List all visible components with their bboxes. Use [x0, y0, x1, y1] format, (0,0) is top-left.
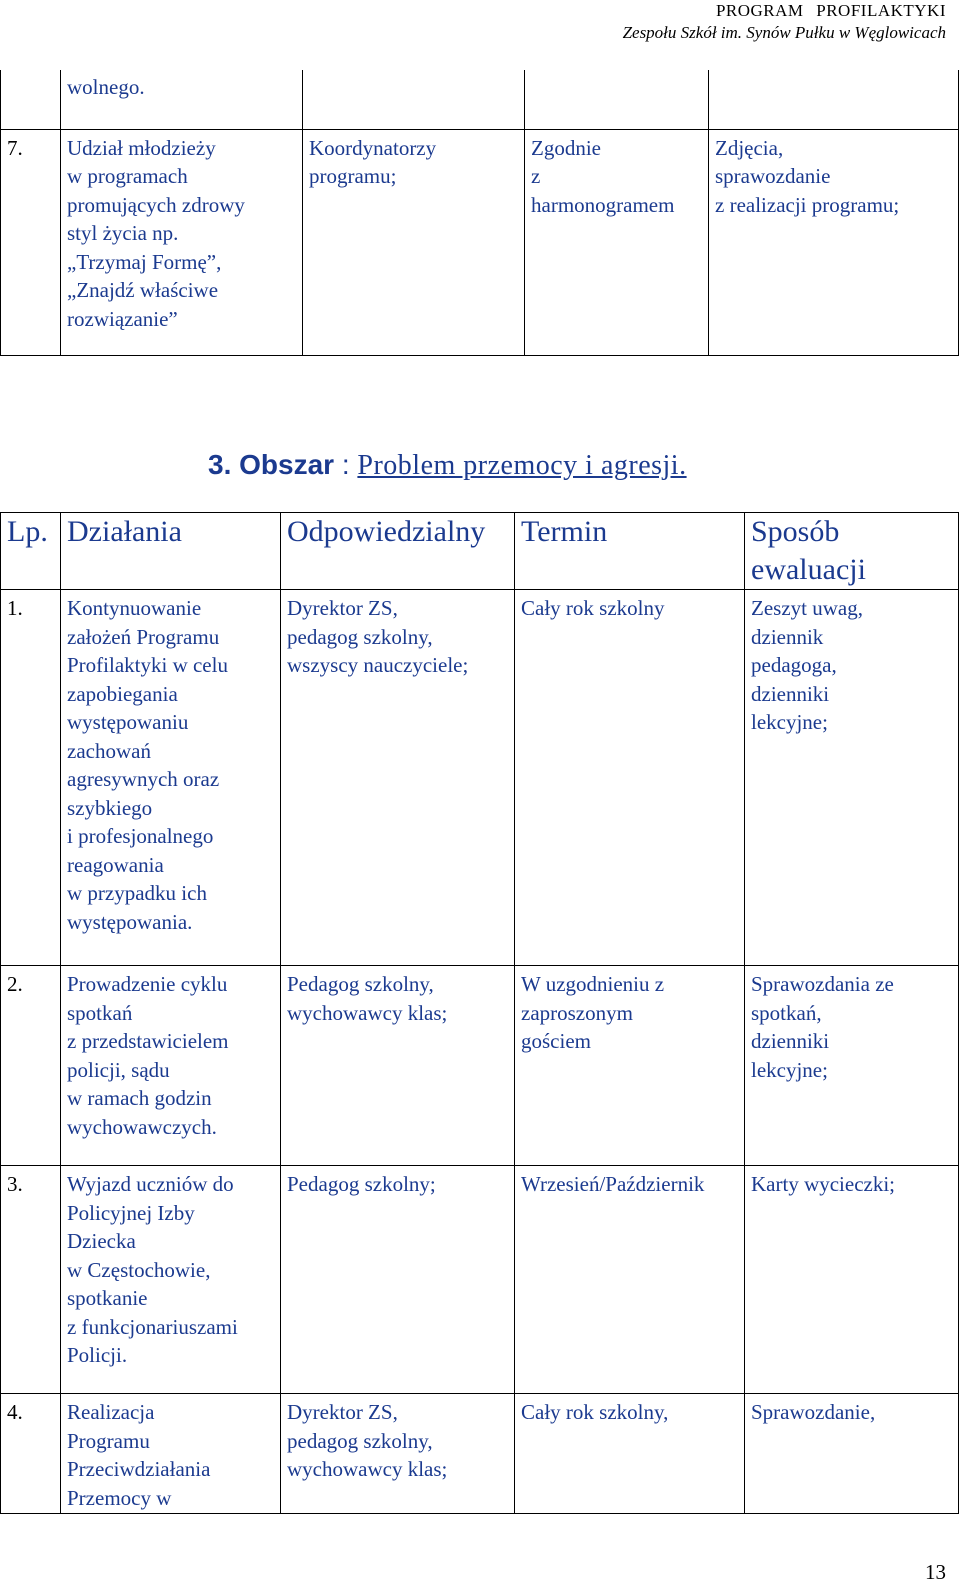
row-activity: Wyjazd uczniów do Policyjnej Izby Dziecka w Częstochowie, spotkanie z funkcjonariuszami Policji.	[61, 1166, 281, 1394]
table-row	[1, 129, 959, 355]
row-lp: 1.	[1, 590, 61, 966]
row-responsible: Dyrektor ZS, pedagog szkolny, wszyscy nauczyciele;	[281, 590, 515, 966]
row-evaluation: Zeszyt uwag, dziennik pedagoga, dzienniki lekcyjne;	[745, 590, 959, 966]
row-term: Zgodnie z harmonogramem	[525, 129, 709, 355]
row-term: W uzgodnieniu z zaproszonym gościem	[515, 966, 745, 1166]
table-header-row	[1, 513, 959, 590]
table-row	[1, 70, 959, 129]
table-row	[1, 590, 959, 966]
row-term: Cały rok szkolny	[515, 590, 745, 966]
row-responsible: Koordynatorzy programu;	[303, 129, 525, 355]
header-term: Termin	[515, 513, 745, 590]
row-responsible: Pedagog szkolny;	[281, 1166, 515, 1394]
section-heading	[208, 448, 687, 483]
row-lp: 2.	[1, 966, 61, 1166]
header-responsible: Odpowiedzialny	[281, 513, 515, 590]
row-evaluation: Karty wycieczki;	[745, 1166, 959, 1394]
row-lp: 4.	[1, 1394, 61, 1514]
row-responsible: Pedagog szkolny, wychowawcy klas;	[281, 966, 515, 1166]
section-topic: Problem przemocy i agresji.	[357, 450, 687, 481]
header-title: PROGRAM PROFILAKTYKI	[715, 1, 946, 20]
row-lp: 7.	[1, 129, 61, 355]
row-evaluation: Sprawozdania ze spotkań, dzienniki lekcyjne;	[745, 966, 959, 1166]
continuation-text: wolnego.	[61, 70, 303, 129]
header-activity: Działania	[61, 513, 281, 590]
row-responsible: Dyrektor ZS, pedagog szkolny, wychowawcy klas;	[281, 1394, 515, 1514]
activities-table	[0, 512, 959, 1514]
row-activity: Realizacja Programu Przeciwdziałania Przemocy w	[61, 1394, 281, 1514]
table-row	[1, 1166, 959, 1394]
header-lp: Lp.	[1, 513, 61, 590]
row-term: Wrzesień/Październik	[515, 1166, 745, 1394]
section-colon: :	[334, 449, 358, 480]
page-number: 13	[925, 1560, 946, 1584]
row-term: Cały rok szkolny,	[515, 1394, 745, 1514]
table-row	[1, 1394, 959, 1514]
header-subtitle: Zespołu Szkół im. Synów Pułku w Węglowicach	[622, 23, 946, 42]
header-evaluation: Sposób ewaluacji	[745, 513, 959, 590]
page-header	[623, 0, 946, 44]
row-evaluation: Sprawozdanie,	[745, 1394, 959, 1514]
row-activity: Kontynuowanie założeń Programu Profilaktyki w celu zapobiegania występowaniu zachowań agresywnych oraz szybkiego i profesjonalnego reagowania w przypadku ich występowania.	[61, 590, 281, 966]
continuation-table	[0, 70, 959, 356]
table-row	[1, 966, 959, 1166]
row-activity: Udział młodzieży w programach promujących zdrowy styl życia np. „Trzymaj Formę”, „Znajdź właściwe rozwiązanie”	[61, 129, 303, 355]
section-number: 3. Obszar	[208, 449, 335, 480]
row-evaluation: Zdjęcia, sprawozdanie z realizacji programu;	[709, 129, 959, 355]
row-lp: 3.	[1, 1166, 61, 1394]
row-activity: Prowadzenie cyklu spotkań z przedstawicielem policji, sądu w ramach godzin wychowawczych.	[61, 966, 281, 1166]
